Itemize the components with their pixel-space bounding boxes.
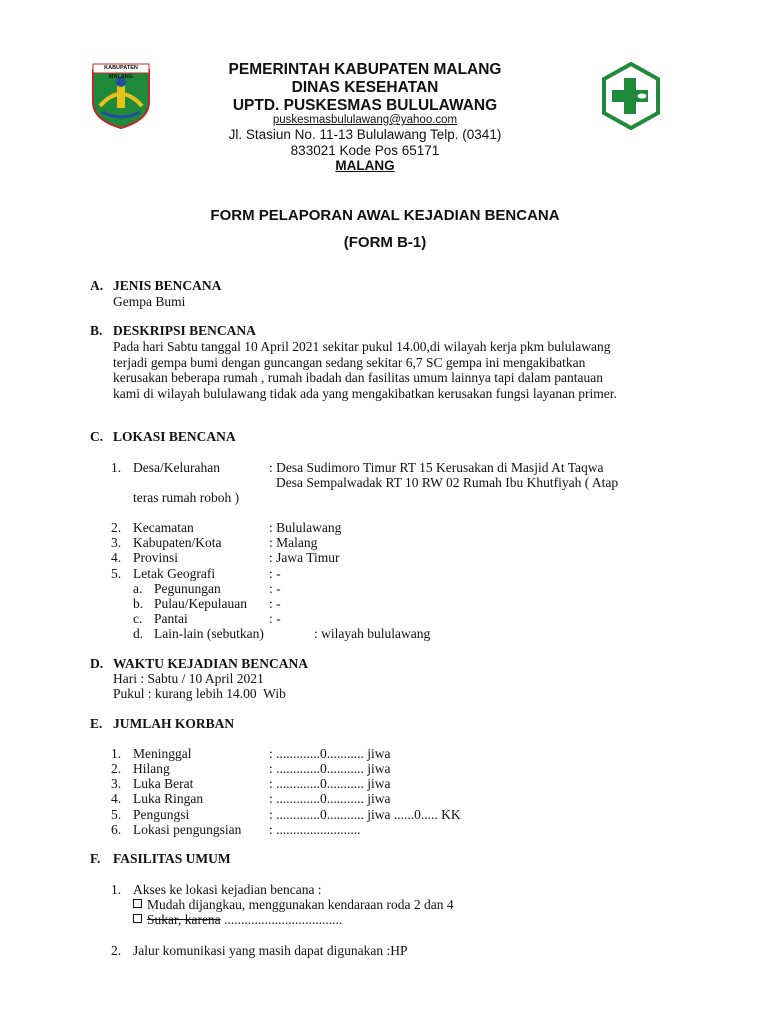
item-number: 3.: [111, 535, 122, 550]
section-title: JENIS BENCANA: [113, 278, 222, 293]
akses-option-sukar[interactable]: [133, 912, 342, 928]
item-value: : -: [269, 611, 281, 626]
item-label: Pegunungan: [154, 581, 221, 596]
header-address2: 833021 Kode Pos 65171: [290, 143, 440, 158]
akses-option-mudah[interactable]: [133, 897, 454, 913]
item-label: Meninggal: [133, 746, 192, 761]
item-label: Pantai: [154, 611, 188, 626]
header-line2: DINAS KESEHATAN: [291, 79, 439, 96]
korban-row: [111, 776, 711, 791]
section-letter: B.: [90, 323, 103, 338]
item-number: 1.: [111, 460, 122, 475]
item-number: b.: [133, 596, 144, 611]
lokasi-desa-line3: teras rumah roboh ): [133, 490, 240, 505]
item-number: 4.: [111, 791, 122, 806]
item-number: 3.: [111, 776, 122, 791]
waktu-pukul: Pukul : kurang lebih 14.00 Wib: [113, 686, 286, 701]
section-letter: D.: [90, 656, 104, 671]
section-e-heading: [90, 716, 234, 732]
item-number: 4.: [111, 550, 122, 565]
section-letter: A.: [90, 278, 104, 293]
header-line3: UPTD. PUSKESMAS BULULAWANG: [232, 97, 498, 114]
header-address1: Jl. Stasiun No. 11-13 Bululawang Telp. (0341): [228, 127, 502, 142]
item-number: d.: [133, 626, 144, 641]
item-label: Pengungsi: [133, 807, 190, 822]
item-label: Pulau/Kepulauan: [154, 596, 247, 611]
item-number: 2.: [111, 520, 122, 535]
item-number: 2.: [111, 761, 122, 776]
section-title: JUMLAH KORBAN: [113, 716, 235, 731]
deskripsi-line: kami di wilayah bululawang tidak ada yang mengakibatkan kerusakan fungsi layanan primer.: [113, 385, 617, 401]
korban-row: [111, 746, 711, 761]
item-value: : Malang: [269, 535, 318, 550]
checkbox[interactable]: [133, 899, 142, 908]
item-label: Kecamatan: [133, 520, 194, 535]
item-value: : wilayah bululawang: [314, 626, 431, 641]
item-label: Desa/Kelurahan: [133, 460, 220, 475]
section-b-heading: [90, 323, 256, 339]
section-letter: E.: [90, 716, 103, 731]
item-value: : .............0........... jiwa: [269, 776, 391, 791]
section-title: DESKRIPSI BENCANA: [113, 323, 256, 338]
item-label: Luka Berat: [133, 776, 194, 791]
lokasi-desa-row: [111, 460, 711, 475]
korban-row: [111, 791, 711, 806]
item-number: 5.: [111, 807, 122, 822]
option-label: Mudah dijangkau, menggunakan kendaraan roda 2 dan 4: [147, 897, 454, 912]
checkbox[interactable]: [133, 914, 142, 923]
deskripsi-paragraph: [113, 339, 683, 401]
item-number: 6.: [111, 822, 122, 837]
kabupaten-malang-logo: [90, 62, 152, 130]
puskesmas-logo: [600, 62, 662, 130]
waktu-hari: Hari : Sabtu / 10 April 2021: [113, 671, 264, 686]
item-number: 5.: [111, 566, 122, 581]
section-letter: F.: [90, 851, 101, 866]
header-line1: PEMERINTAH KABUPATEN MALANG: [228, 61, 502, 78]
item-label: Letak Geografi: [133, 566, 216, 581]
section-title: FASILITAS UMUM: [113, 851, 231, 866]
item-label: Jalur komunikasi yang masih dapat digunakan :HP: [133, 943, 408, 958]
option-blank: ...................................: [220, 912, 343, 927]
korban-row: [111, 761, 711, 776]
header-city: MALANG: [335, 158, 395, 173]
item-label: Provinsi: [133, 550, 179, 565]
item-number: c.: [133, 611, 143, 626]
korban-row: [111, 807, 711, 822]
lokasi-item-row: [111, 550, 711, 565]
lokasi-desa-line2: Desa Sempalwadak RT 10 RW 02 Rumah Ibu Khutfiyah ( Atap: [276, 475, 619, 490]
item-number: a.: [133, 581, 143, 596]
lokasi-item-row: [111, 566, 711, 581]
lokasi-item-row: [111, 535, 711, 550]
item-number: 2.: [111, 943, 122, 958]
korban-row: [111, 822, 711, 837]
deskripsi-line: kerusakan beberapa rumah , rumah ibadah dan fasilitas umum lainnya tapi dalam pantauan: [113, 370, 603, 385]
form-title: FORM PELAPORAN AWAL KEJADIAN BENCANA: [210, 207, 560, 224]
item-label: Hilang: [133, 761, 170, 776]
item-number: 1.: [111, 746, 122, 761]
section-a-heading: [90, 278, 221, 294]
item-value: : Desa Sudimoro Timur RT 15 Kerusakan di Masjid At Taqwa: [269, 460, 604, 475]
section-f-heading: [90, 851, 231, 867]
fasilitas-komunikasi-row: [111, 943, 711, 958]
item-label: Akses ke lokasi kejadian bencana :: [133, 882, 322, 897]
item-value: : -: [269, 581, 281, 596]
section-title: WAKTU KEJADIAN BENCANA: [113, 656, 309, 671]
section-c-heading: [90, 429, 236, 445]
item-label: Kabupaten/Kota: [133, 535, 222, 550]
item-value: : .............0........... jiwa: [269, 746, 391, 761]
item-label: Lain-lain (sebutkan): [154, 626, 264, 641]
item-value: : Jawa Timur: [269, 550, 340, 565]
section-letter: C.: [90, 429, 104, 444]
item-value: : .............0........... jiwa ......0..... KK: [269, 807, 461, 822]
item-number: 1.: [111, 882, 122, 897]
deskripsi-line: terjadi gempa bumi dengan guncangan sedang sekitar 6,7 SC gempa ini mengakibatkan: [113, 354, 586, 370]
item-value: : Bululawang: [269, 520, 342, 535]
item-value: : -: [269, 596, 281, 611]
fasilitas-akses-row: [111, 882, 711, 897]
item-value: : -: [269, 566, 281, 581]
option-label-struck: Sukar, karena: [147, 912, 221, 927]
header-email[interactable]: puskesmasbululawang@yahoo.com: [272, 114, 458, 126]
deskripsi-line: Pada hari Sabtu tanggal 10 April 2021 sekitar pukul 14.00,di wilayah kerja pkm bululawang: [113, 339, 611, 354]
logo-left-text: KABUPATEN MALANG: [104, 65, 138, 80]
item-label: Lokasi pengungsian: [133, 822, 242, 837]
item-value: : .............0........... jiwa: [269, 761, 391, 776]
item-value: : .............0........... jiwa: [269, 791, 391, 806]
lokasi-item-row: [111, 520, 711, 535]
item-value: : .........................: [269, 822, 361, 837]
section-d-heading: [90, 656, 308, 672]
jenis-bencana-value: Gempa Bumi: [113, 294, 186, 309]
form-code: (FORM B-1): [343, 234, 427, 251]
section-title: LOKASI BENCANA: [113, 429, 236, 444]
item-label: Luka Ringan: [133, 791, 204, 806]
